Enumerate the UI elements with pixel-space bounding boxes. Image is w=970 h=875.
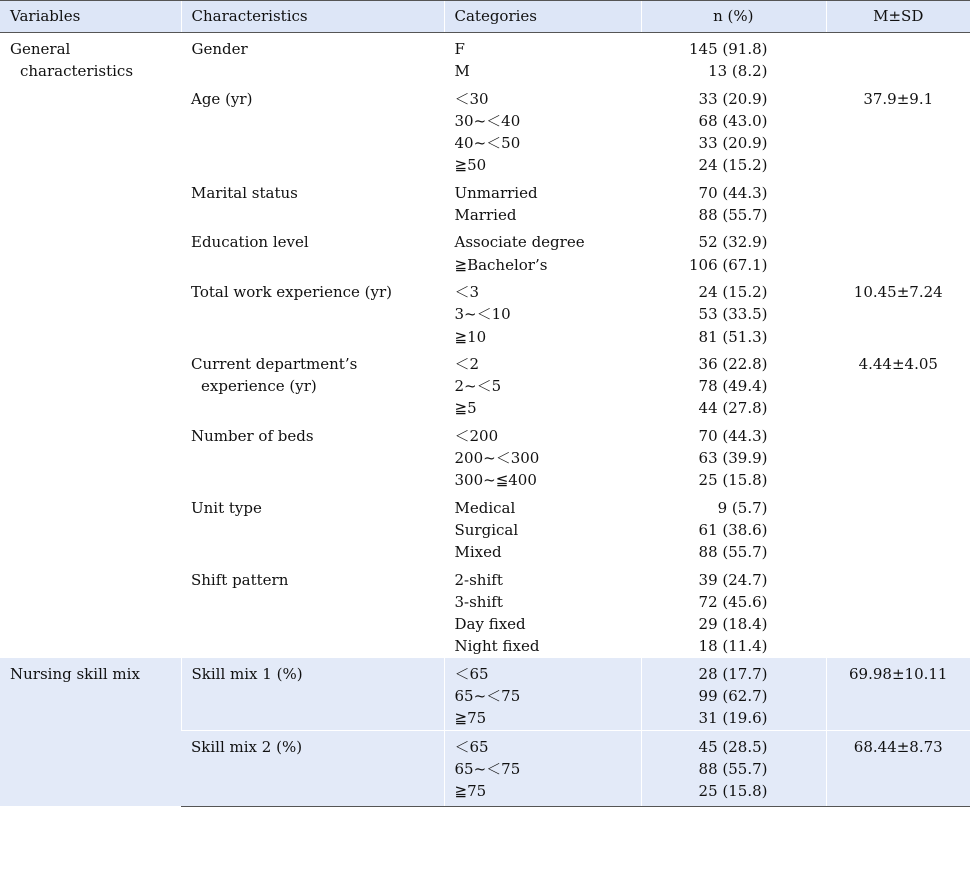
category-label: Surgical: [454, 520, 519, 539]
category-label: ≧Bachelor’s: [454, 255, 548, 274]
mean-sd-cell: [826, 33, 970, 83]
category-label: Associate degree: [454, 233, 585, 252]
category-label: 30~＜40: [454, 111, 521, 130]
n-percent-value: 39 (24.7): [698, 570, 768, 589]
characteristic-cell: [181, 226, 444, 276]
n-percent-cell: [641, 33, 826, 83]
category-label: ＜2: [454, 354, 480, 373]
categories-cell: [444, 492, 641, 564]
mean-sd-value: 10.45±7.24: [853, 282, 943, 301]
characteristic-label: Skill mix 2 (%): [191, 737, 303, 756]
n-percent-cell: [641, 83, 826, 177]
n-percent-value: 29 (18.4): [698, 615, 768, 634]
categories-cell: [444, 226, 641, 276]
characteristic-label: Total work experience (yr): [191, 282, 393, 301]
header-characteristics: Characteristics: [181, 1, 444, 33]
n-percent-value: 36 (22.8): [698, 354, 768, 373]
characteristic-label: Current department’s: [191, 354, 358, 373]
characteristic-cell: [181, 420, 444, 492]
characteristic-cell: [181, 564, 444, 658]
n-percent-value: 24 (15.2): [698, 156, 768, 175]
characteristic-label: Education level: [191, 233, 309, 252]
category-label: Medical: [454, 498, 516, 517]
n-percent-cell: [641, 348, 826, 420]
category-label: ≧75: [454, 709, 487, 728]
n-percent-value: 44 (27.8): [698, 399, 768, 418]
mean-sd-cell: [826, 658, 970, 730]
n-percent-cell: [641, 564, 826, 658]
mean-sd-cell: [826, 177, 970, 227]
categories-cell: [444, 276, 641, 348]
characteristic-cell: [181, 348, 444, 420]
category-label: ≧50: [454, 156, 487, 175]
mean-sd-value: 4.44±4.05: [858, 354, 938, 373]
mean-sd-value: 69.98±10.11: [849, 664, 948, 683]
header-variables: Variables: [0, 1, 181, 33]
category-label: ≧10: [454, 327, 487, 346]
categories-cell: [444, 420, 641, 492]
category-label: ＜200: [454, 426, 499, 445]
n-percent-value: 70 (44.3): [698, 183, 768, 202]
category-label: 65~＜75: [454, 687, 521, 706]
mean-sd-cell: [826, 83, 970, 177]
category-label: Mixed: [454, 543, 502, 562]
category-label: ＜65: [454, 664, 489, 683]
mean-sd-cell: [826, 276, 970, 348]
n-percent-cell: [641, 226, 826, 276]
n-percent-value: 145 (91.8): [688, 40, 768, 58]
category-label: 3-shift: [454, 592, 503, 611]
category-label: 3~＜10: [454, 305, 511, 324]
n-percent-value: 18 (11.4): [698, 637, 768, 656]
category-label: Married: [454, 206, 517, 225]
n-percent-value: 63 (39.9): [698, 449, 768, 468]
n-percent-value: 33 (20.9): [698, 89, 768, 108]
characteristic-label: Marital status: [191, 183, 298, 202]
n-percent-value: 33 (20.9): [698, 134, 768, 153]
n-percent-value: 31 (19.6): [698, 709, 768, 728]
header-row: [0, 1, 970, 33]
n-percent-value: 28 (17.7): [698, 664, 768, 683]
characteristic-label: Skill mix 1 (%): [191, 664, 303, 683]
characteristic-label: Unit type: [191, 498, 262, 517]
n-percent-value: 88 (55.7): [698, 543, 768, 562]
category-label: 300~≦400: [454, 471, 537, 490]
characteristic-label: Gender: [191, 40, 248, 58]
n-percent-cell: [641, 492, 826, 564]
table-header: [0, 1, 970, 33]
characteristic-cell: [181, 730, 444, 806]
category-label: 2~＜5: [454, 377, 502, 396]
category-label: 65~＜75: [454, 759, 521, 778]
category-label: Night fixed: [454, 637, 540, 656]
characteristic-cell: [181, 492, 444, 564]
header-mean-sd: M±SD: [826, 1, 970, 33]
mean-sd-value: 37.9±9.1: [863, 89, 934, 108]
characteristic-cell: [181, 276, 444, 348]
n-percent-value: 53 (33.5): [698, 305, 768, 324]
n-percent-value: 45 (28.5): [698, 737, 768, 756]
categories-cell: [444, 33, 641, 83]
n-percent-value: 99 (62.7): [698, 687, 768, 706]
characteristic-cell: [181, 33, 444, 83]
n-percent-cell: [641, 730, 826, 806]
table-row: [0, 33, 970, 83]
table-row: [0, 658, 970, 730]
n-percent-value: 81 (51.3): [698, 327, 768, 346]
category-label: 40~＜50: [454, 134, 521, 153]
mean-sd-cell: [826, 420, 970, 492]
categories-cell: [444, 564, 641, 658]
n-percent-value: 88 (55.7): [698, 206, 768, 225]
table-body: [0, 33, 970, 807]
variable-group-name: Nursing skill mix: [10, 665, 140, 684]
n-percent-value: 106 (67.1): [688, 255, 768, 274]
n-percent-value: 68 (43.0): [698, 111, 768, 130]
n-percent-value: 61 (38.6): [698, 520, 768, 539]
categories-cell: [444, 83, 641, 177]
characteristic-cell: [181, 83, 444, 177]
n-percent-value: 9 (5.7): [717, 498, 768, 517]
n-percent-value: 78 (49.4): [698, 377, 768, 396]
header-n-percent: n (%): [641, 1, 826, 33]
n-percent-cell: [641, 177, 826, 227]
n-percent-value: 52 (32.9): [698, 233, 768, 252]
characteristic-label: Shift pattern: [191, 570, 289, 589]
n-percent-value: 72 (45.6): [698, 592, 768, 611]
category-label: Unmarried: [454, 183, 538, 202]
category-label: F: [454, 40, 465, 58]
n-percent-value: 70 (44.3): [698, 426, 768, 445]
n-percent-cell: [641, 420, 826, 492]
variable-group-name: General: [10, 40, 71, 58]
characteristic-label: Number of beds: [191, 426, 314, 445]
category-label: ≧75: [454, 782, 487, 801]
category-label: 200~＜300: [454, 449, 540, 468]
categories-cell: [444, 177, 641, 227]
n-percent-value: 13 (8.2): [708, 62, 768, 81]
mean-sd-cell: [826, 564, 970, 658]
category-label: Day fixed: [454, 615, 526, 634]
category-label: ＜3: [454, 282, 480, 301]
categories-cell: [444, 658, 641, 730]
mean-sd-cell: [826, 730, 970, 806]
n-percent-value: 24 (15.2): [698, 282, 768, 301]
category-label: 2-shift: [454, 570, 503, 589]
category-label: ＜65: [454, 737, 489, 756]
variable-group-name-cont: characteristics: [20, 62, 134, 81]
variable-group-cell: [0, 658, 181, 806]
categories-cell: [444, 730, 641, 806]
characteristic-cell: [181, 177, 444, 227]
variable-group-cell: [0, 33, 181, 658]
mean-sd-cell: [826, 226, 970, 276]
characteristic-label: Age (yr): [191, 89, 253, 108]
categories-cell: [444, 348, 641, 420]
characteristic-label-cont: experience (yr): [201, 377, 317, 396]
n-percent-value: 25 (15.8): [698, 782, 768, 801]
category-label: ≧5: [454, 399, 477, 418]
n-percent-cell: [641, 658, 826, 730]
n-percent-value: 25 (15.8): [698, 471, 768, 490]
header-categories: Categories: [444, 1, 641, 33]
category-label: ＜30: [454, 89, 489, 108]
mean-sd-cell: [826, 348, 970, 420]
category-label: M: [454, 62, 470, 81]
mean-sd-value: 68.44±8.73: [853, 737, 943, 756]
characteristic-cell: [181, 658, 444, 730]
n-percent-cell: [641, 276, 826, 348]
n-percent-value: 88 (55.7): [698, 759, 768, 778]
mean-sd-cell: [826, 492, 970, 564]
